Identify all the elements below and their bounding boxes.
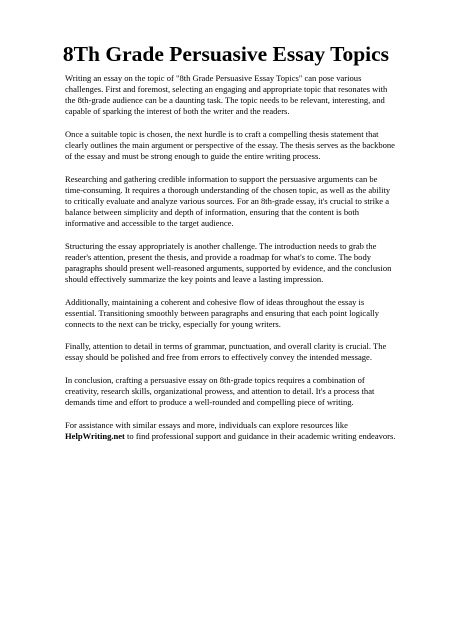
- paragraph-closing: [65, 420, 397, 442]
- paragraph-conclusion: In conclusion, crafting a persuasive essay on 8th-grade topics requires a combination of creativity, research skills, organizational prowess, and attention to detail. It's a process that demands time and effort to produce a well-rounded and compelling piece of writing.: [65, 374, 375, 408]
- paragraph-intro: Writing an essay on the topic of "8th Grade Persuasive Essay Topics" can pose various challenges. First and foremost, selecting an engaging and appropriate topic that resonates with the 8th-grade audience can be a daunting task. The topic needs to be relevant, interesting, and capable of sparking the interest of both the writer and the readers.: [65, 73, 388, 117]
- closing-text-after: to find professional support and guidance in their academic writing endeavors.: [124, 430, 396, 441]
- closing-text-before: For assistance with similar essays and more, individuals can explore resources like: [65, 419, 348, 430]
- document-body: [65, 73, 397, 453]
- brand-link-helpwriting[interactable]: HelpWriting.net: [65, 430, 125, 441]
- paragraph-thesis: Once a suitable topic is chosen, the next hurdle is to craft a compelling thesis statement that clearly outlines the main argument or perspective of the essay. The thesis serves as the backbone of the essay and must be strong enough to guide the entire writing process.: [65, 128, 395, 162]
- paragraph-flow: Additionally, maintaining a coherent and cohesive flow of ideas throughout the essay is essential. Transitioning smoothly between paragraphs and ensuring that each point logically connects to the next can be tricky, especially for young writers.: [65, 296, 380, 329]
- document-title: 8Th Grade Persuasive Essay Topics: [62, 42, 390, 66]
- paragraph-detail: Finally, attention to detail in terms of grammar, punctuation, and overall clarity is crucial. The essay should be polished and free from errors to effectively convey the intended message.: [65, 341, 387, 363]
- paragraph-structure: Structuring the essay appropriately is another challenge. The introduction needs to grab the reader's attention, present the thesis, and provide a roadmap for what's to come. The body paragraphs should present well-reasoned arguments, supported by evidence, and the conclusion should effectively summarize the key points and leave a lasting impression.: [65, 240, 392, 284]
- paragraph-research: Researching and gathering credible information to support the persuasive arguments can be time-consuming. It requires a thorough understanding of the chosen topic, as well as the ability to critically evaluate and analyze various sources. For an 8th-grade essay, it's crucial to strike a balance between simplicity and depth of information, ensuring that the content is both informative and accessible to the target audience.: [65, 173, 391, 229]
